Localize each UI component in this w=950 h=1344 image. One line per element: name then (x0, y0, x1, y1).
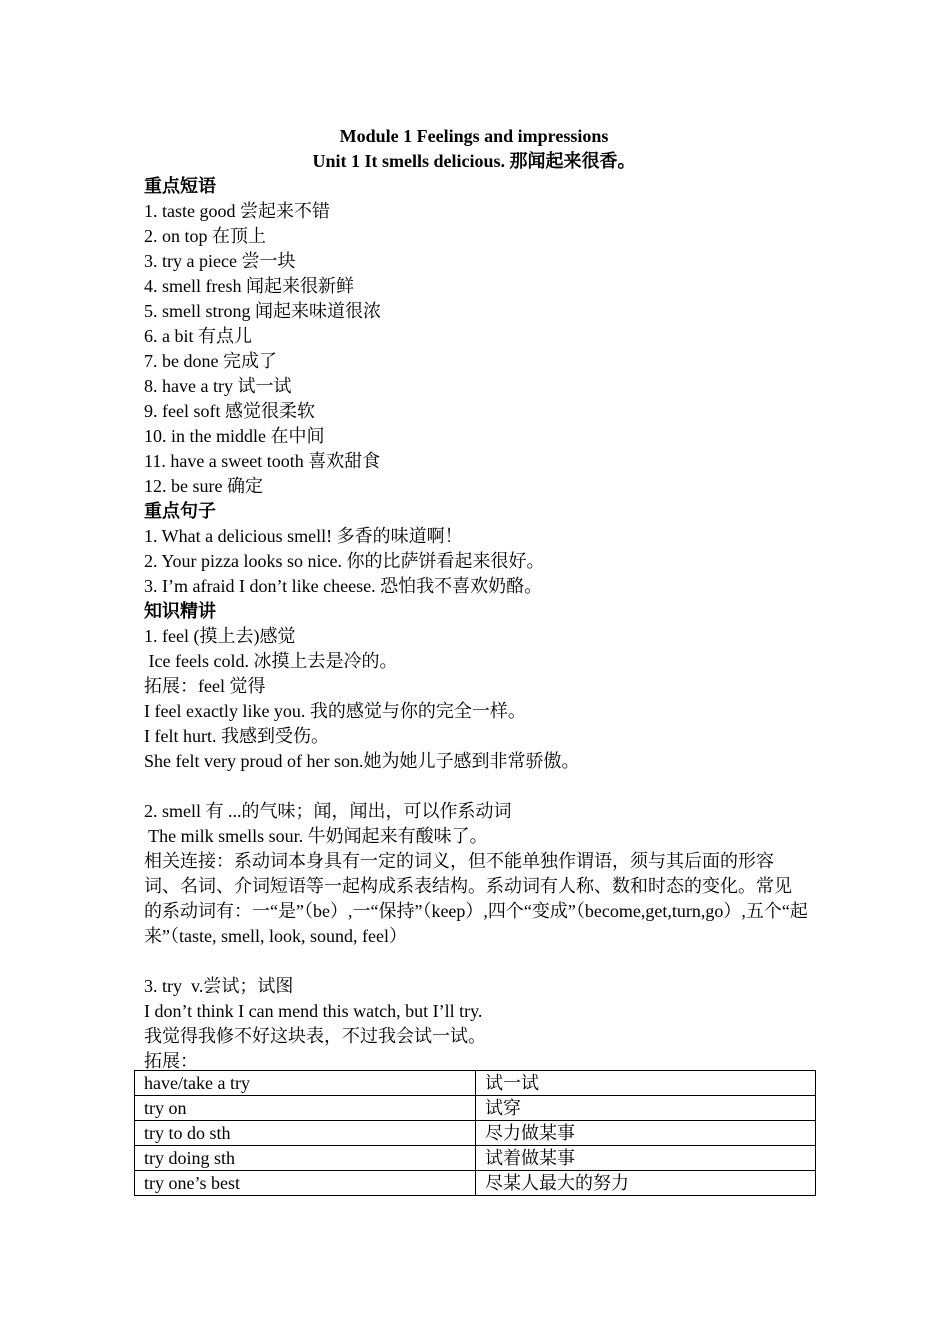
feel-explanation (144, 624, 816, 774)
spacer (144, 949, 816, 974)
table-cell-phrase: try to do sth (135, 1121, 476, 1146)
phrase-item: 2. on top 在顶上 (144, 226, 267, 246)
phrase-item: 6. a bit 有点儿 (144, 326, 252, 346)
phrase-item: 11. have a sweet tooth 喜欢甜食 (144, 451, 381, 471)
sentence-item: 3. I’m afraid I don’t like cheese. 恐怕我不喜欢奶酪。 (144, 576, 543, 596)
section-heading-sentences: 重点句子 (144, 501, 216, 521)
table-row (135, 1171, 816, 1196)
table-cell-meaning: 试穿 (476, 1096, 816, 1121)
feel-line: 1. feel (摸上去)感觉 (144, 626, 296, 646)
feel-line: 拓展：feel 觉得 (144, 676, 266, 696)
table-cell-meaning: 尽力做某事 (476, 1121, 816, 1146)
section-heading-phrases: 重点短语 (144, 176, 216, 196)
section-heading-knowledge: 知识精讲 (144, 601, 216, 621)
table-row (135, 1121, 816, 1146)
spacer (144, 774, 816, 799)
module-title: Module 1 Feelings and impressions (339, 126, 609, 146)
table-row (135, 1096, 816, 1121)
phrase-item: 3. try a piece 尝一块 (144, 251, 296, 271)
table-cell-phrase: try one’s best (135, 1171, 476, 1196)
phrase-item: 4. smell fresh 闻起来很新鲜 (144, 276, 354, 296)
document-page (144, 124, 816, 1074)
phrase-item: 5. smell strong 闻起来味道很浓 (144, 301, 381, 321)
feel-line: I feel exactly like you. 我的感觉与你的完全一样。 (144, 701, 526, 721)
table-cell-meaning: 试一试 (476, 1071, 816, 1096)
table-row (135, 1146, 816, 1171)
phrase-list (144, 199, 816, 499)
smell-line: 2. smell 有 ...的气味；闻，闻出，可以作系动词 (144, 801, 512, 821)
smell-note: 相关连接：系动词本身具有一定的词义，但不能单独作谓语，须与其后面的形容词、名词、介词短语等一起构成系表结构。系动词有人称、数和时态的变化。常见的系动词有：一“是”（be）,一“保持”（keep）,四个“变成”（become,get,turn,go）,五个“起来”（taste, smell, look, sound, feel） (144, 851, 808, 946)
try-line: 我觉得我修不好这块表，不过我会试一试。 (144, 1026, 486, 1046)
phrase-item: 9. feel soft 感觉很柔软 (144, 401, 315, 421)
phrase-item: 10. in the middle 在中间 (144, 426, 325, 446)
try-line: I don’t think I can mend this watch, but I’ll try. (144, 1001, 483, 1021)
table-cell-meaning: 试着做某事 (476, 1146, 816, 1171)
smell-line: The milk smells sour. 牛奶闻起来有酸味了。 (144, 826, 488, 846)
table-row (135, 1071, 816, 1096)
phrase-item: 12. be sure 确定 (144, 476, 263, 496)
unit-title: Unit 1 It smells delicious. 那闻起来很香。 (312, 151, 636, 171)
table-cell-phrase: have/take a try (135, 1071, 476, 1096)
table-cell-phrase: try on (135, 1096, 476, 1121)
phrase-item: 8. have a try 试一试 (144, 376, 292, 396)
try-line: 3. try v.尝试；试图 (144, 976, 294, 996)
table-cell-meaning: 尽某人最大的努力 (476, 1171, 816, 1196)
sentence-list (144, 524, 816, 599)
phrase-item: 7. be done 完成了 (144, 351, 277, 371)
feel-line: Ice feels cold. 冰摸上去是冷的。 (144, 651, 398, 671)
phrase-item: 1. taste good 尝起来不错 (144, 201, 330, 221)
smell-explanation (144, 799, 816, 949)
try-explanation (144, 974, 816, 1074)
feel-line: I felt hurt. 我感到受伤。 (144, 726, 329, 746)
try-extension-table (134, 1070, 816, 1196)
feel-line: She felt very proud of her son.她为她儿子感到非常骄傲。 (144, 751, 580, 771)
table-cell-phrase: try doing sth (135, 1146, 476, 1171)
sentence-item: 2. Your pizza looks so nice. 你的比萨饼看起来很好。 (144, 551, 545, 571)
try-line: 拓展： (144, 1051, 198, 1071)
sentence-item: 1. What a delicious smell! 多香的味道啊！ (144, 526, 463, 546)
